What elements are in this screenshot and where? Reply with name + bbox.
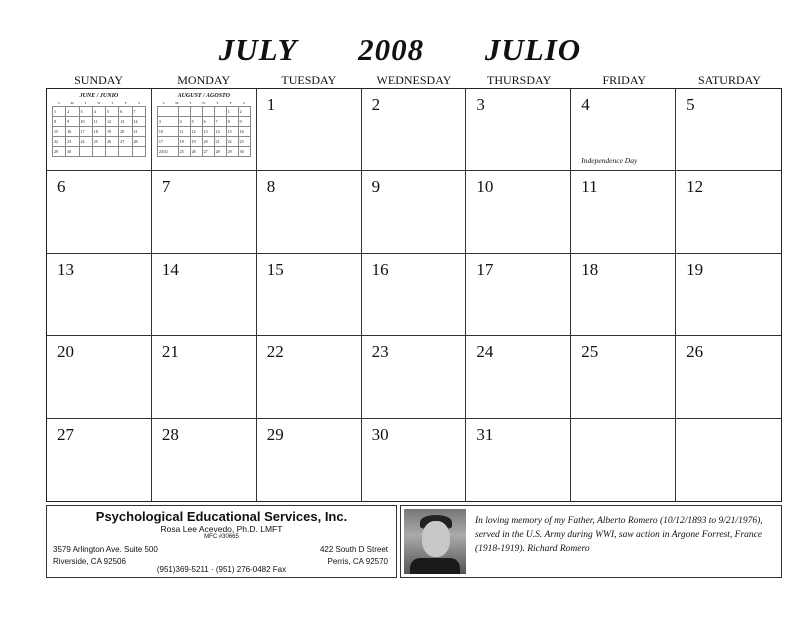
- mini-day: 1: [53, 107, 66, 117]
- mini-day: 3: [157, 117, 178, 127]
- day-cell[interactable]: [47, 171, 152, 253]
- day-cell[interactable]: [152, 171, 257, 253]
- day-cell[interactable]: [152, 89, 257, 171]
- day-cell[interactable]: [362, 254, 467, 336]
- mini-day: 26: [190, 147, 202, 157]
- person-name: Rosa Lee Acevedo, Ph.D. LMFT: [160, 524, 283, 534]
- address-line: 422 South D Street: [319, 545, 388, 554]
- mini-day: 23: [238, 137, 250, 147]
- mini-day: 8: [226, 117, 238, 127]
- day-cell[interactable]: [676, 336, 781, 418]
- weekday-label: SATURDAY: [697, 73, 761, 87]
- day-number: 8: [266, 177, 276, 197]
- day-cell[interactable]: [257, 171, 362, 253]
- mini-day: [132, 147, 145, 157]
- mini-day: 15: [53, 127, 66, 137]
- mini-day: [106, 147, 119, 157]
- memorial-text: In loving memory of my Father, Alberto Romero (10/12/1893 to 9/21/1976), served in the U.S. Army during WWI, saw action in Argone Forrest, France (1918-1919). Richard Romero: [475, 516, 763, 554]
- mini-day: 20: [119, 127, 132, 137]
- day-cell[interactable]: [362, 89, 467, 171]
- mini-day: 5: [190, 117, 202, 127]
- day-number: 21: [161, 342, 179, 362]
- day-cell[interactable]: [362, 336, 467, 418]
- mini-day: 4: [178, 117, 190, 127]
- day-number: 25: [581, 342, 599, 362]
- day-number: 16: [371, 259, 389, 279]
- day-cell[interactable]: [47, 89, 152, 171]
- calendar-grid: [46, 88, 782, 502]
- day-cell[interactable]: [257, 336, 362, 418]
- mini-day: 19: [106, 127, 119, 137]
- mini-day: 29: [53, 147, 66, 157]
- mini-day: 8: [53, 117, 66, 127]
- day-number: 14: [161, 259, 179, 279]
- mini-day: 23: [66, 137, 79, 147]
- day-number: 11: [581, 177, 598, 197]
- mini-day: 9: [66, 117, 79, 127]
- day-number: 12: [686, 177, 704, 197]
- mini-day: 9: [238, 117, 250, 127]
- mini-day: 2: [238, 107, 250, 117]
- day-cell[interactable]: [47, 419, 152, 501]
- mini-day: [92, 147, 105, 157]
- mini-day: 22: [226, 137, 238, 147]
- phone-numbers: (951)369-5211 · (951) 276-0482 Fax: [156, 565, 287, 574]
- mini-day: 17: [157, 137, 178, 147]
- day-number: 17: [476, 259, 494, 279]
- mini-weekday: S: [162, 101, 165, 105]
- day-number: 22: [266, 342, 284, 362]
- day-number: 7: [161, 177, 171, 197]
- mini-calendar-title: AUGUST / AGOSTO: [177, 93, 230, 99]
- mini-day: 21: [132, 127, 145, 137]
- mini-day: 14: [214, 127, 226, 137]
- mini-day: 22: [53, 137, 66, 147]
- mini-day: 15: [226, 127, 238, 137]
- weekday-label: TUESDAY: [281, 73, 337, 87]
- day-number: 10: [476, 177, 494, 197]
- holiday-label: Independence Day: [581, 156, 638, 166]
- day-number: 28: [161, 424, 179, 444]
- day-number: 2: [371, 95, 381, 114]
- day-number: 19: [686, 259, 704, 279]
- mini-day: 16: [66, 127, 79, 137]
- mini-day: 28: [132, 137, 145, 147]
- mini-day: 27: [119, 137, 132, 147]
- mini-day: 2: [66, 107, 79, 117]
- day-cell[interactable]: [571, 419, 676, 501]
- page-title: [0, 32, 800, 68]
- company-name: Psychological Educational Services, Inc.: [95, 509, 348, 524]
- day-cell[interactable]: [676, 254, 781, 336]
- mini-day: 4: [92, 107, 105, 117]
- mini-calendar-title: JUNE / JUNIO: [79, 93, 119, 99]
- day-cell[interactable]: [571, 171, 676, 253]
- mini-day: 11: [92, 117, 105, 127]
- title-month-es: JULIO: [484, 32, 582, 67]
- day-cell[interactable]: [466, 171, 571, 253]
- mini-weekday: S: [57, 101, 60, 105]
- mini-weekday: T: [189, 101, 192, 105]
- mini-day: 6: [119, 107, 132, 117]
- day-cell[interactable]: [152, 254, 257, 336]
- mini-day: 26: [106, 137, 119, 147]
- day-cell[interactable]: [152, 419, 257, 501]
- day-number: 31: [476, 424, 494, 444]
- mini-day: 10: [79, 117, 92, 127]
- mini-day: [190, 107, 202, 117]
- day-number: 1: [266, 95, 276, 114]
- address-line: Perris, CA 92570: [327, 557, 388, 566]
- mini-day: 20: [202, 137, 214, 147]
- address-line: Riverside, CA 92506: [53, 557, 126, 566]
- day-number: 9: [371, 177, 381, 197]
- mini-day: 5: [106, 107, 119, 117]
- day-number: 26: [686, 342, 704, 362]
- portrait-photo: [404, 509, 466, 574]
- mini-day: 12: [190, 127, 202, 137]
- mini-day: 25: [92, 137, 105, 147]
- mini-day: 11: [178, 127, 190, 137]
- day-cell[interactable]: [466, 89, 571, 171]
- day-cell[interactable]: [571, 254, 676, 336]
- day-number: 27: [57, 424, 74, 444]
- mini-day: 19: [190, 137, 202, 147]
- memorial-box: [400, 505, 782, 578]
- mini-day: 18: [178, 137, 190, 147]
- mini-weekday: S: [243, 101, 245, 105]
- mini-day: 3: [79, 107, 92, 117]
- day-number: 30: [371, 424, 389, 444]
- mini-weekday: W: [97, 101, 101, 105]
- weekday-label: SUNDAY: [74, 73, 124, 87]
- mini-weekday: M: [175, 101, 179, 105]
- mini-day: 30: [238, 147, 250, 157]
- mini-weekday: T: [216, 101, 219, 105]
- mini-day: [214, 107, 226, 117]
- mini-day: [119, 147, 132, 157]
- mini-day: 16: [238, 127, 250, 137]
- mini-day: 24: [79, 137, 92, 147]
- mini-weekday: M: [70, 101, 74, 105]
- day-cell[interactable]: [257, 89, 362, 171]
- day-cell[interactable]: [362, 419, 467, 501]
- mini-day: 30: [66, 147, 79, 157]
- weekday-label: WEDNESDAY: [376, 73, 452, 87]
- mini-day: 6: [202, 117, 214, 127]
- mini-calendar: [157, 93, 251, 157]
- day-number: 18: [581, 259, 599, 279]
- mini-weekday: T: [111, 101, 114, 105]
- mini-day: [178, 107, 190, 117]
- day-cell[interactable]: [47, 336, 152, 418]
- mini-day: 7: [132, 107, 145, 117]
- mini-day: [202, 107, 214, 117]
- mini-day: 12: [106, 117, 119, 127]
- day-number: 29: [266, 424, 284, 444]
- mini-day: 17: [79, 127, 92, 137]
- mini-day: 14: [132, 117, 145, 127]
- day-number: 24: [476, 342, 494, 362]
- address-line: 3579 Arlington Ave. Suite 500: [53, 545, 158, 554]
- weekday-label: THURSDAY: [487, 73, 552, 87]
- day-number: 6: [57, 177, 66, 197]
- mini-day: 24/31: [157, 147, 178, 157]
- day-number: 20: [57, 342, 74, 362]
- day-cell[interactable]: [571, 336, 676, 418]
- day-cell[interactable]: [676, 89, 781, 171]
- day-number: 23: [371, 342, 389, 362]
- day-number: 5: [686, 95, 695, 114]
- day-cell[interactable]: [466, 254, 571, 336]
- license-number: MFC #30665: [204, 534, 239, 540]
- day-cell[interactable]: [152, 336, 257, 418]
- mini-day: 1: [226, 107, 238, 117]
- day-cell[interactable]: [676, 419, 781, 501]
- mini-day: 27: [202, 147, 214, 157]
- mini-weekday: S: [138, 101, 141, 105]
- day-number: 3: [476, 95, 485, 114]
- mini-weekday: F: [124, 101, 127, 105]
- day-number: 13: [57, 259, 74, 279]
- day-cell[interactable]: [466, 419, 571, 501]
- mini-day: 13: [202, 127, 214, 137]
- day-cell[interactable]: [362, 171, 467, 253]
- day-cell[interactable]: [257, 419, 362, 501]
- weekday-label: MONDAY: [177, 73, 231, 87]
- day-number: 4: [581, 95, 590, 114]
- mini-day: 21: [214, 137, 226, 147]
- company-info-box: [46, 505, 397, 578]
- mini-weekday: F: [229, 101, 232, 105]
- mini-day: 25: [178, 147, 190, 157]
- title-year: 2008: [358, 32, 425, 67]
- mini-day: 28: [214, 147, 226, 157]
- mini-day: 10: [157, 127, 178, 137]
- weekday-label: FRIDAY: [602, 73, 647, 87]
- mini-day: 13: [119, 117, 132, 127]
- mini-day: [79, 147, 92, 157]
- day-cell[interactable]: [47, 254, 152, 336]
- mini-weekday: W: [202, 101, 206, 105]
- mini-day: 29: [226, 147, 238, 157]
- title-month-en: JULY: [218, 32, 298, 67]
- day-cell[interactable]: [466, 336, 571, 418]
- day-number: 15: [266, 259, 284, 279]
- mini-day: 7: [214, 117, 226, 127]
- weekday-header: [46, 73, 782, 88]
- mini-calendar: [52, 93, 146, 157]
- mini-day: 18: [92, 127, 105, 137]
- day-cell[interactable]: [257, 254, 362, 336]
- mini-day: [157, 107, 178, 117]
- day-cell[interactable]: [676, 171, 781, 253]
- mini-weekday: T: [84, 101, 87, 105]
- day-cell[interactable]: [571, 89, 676, 171]
